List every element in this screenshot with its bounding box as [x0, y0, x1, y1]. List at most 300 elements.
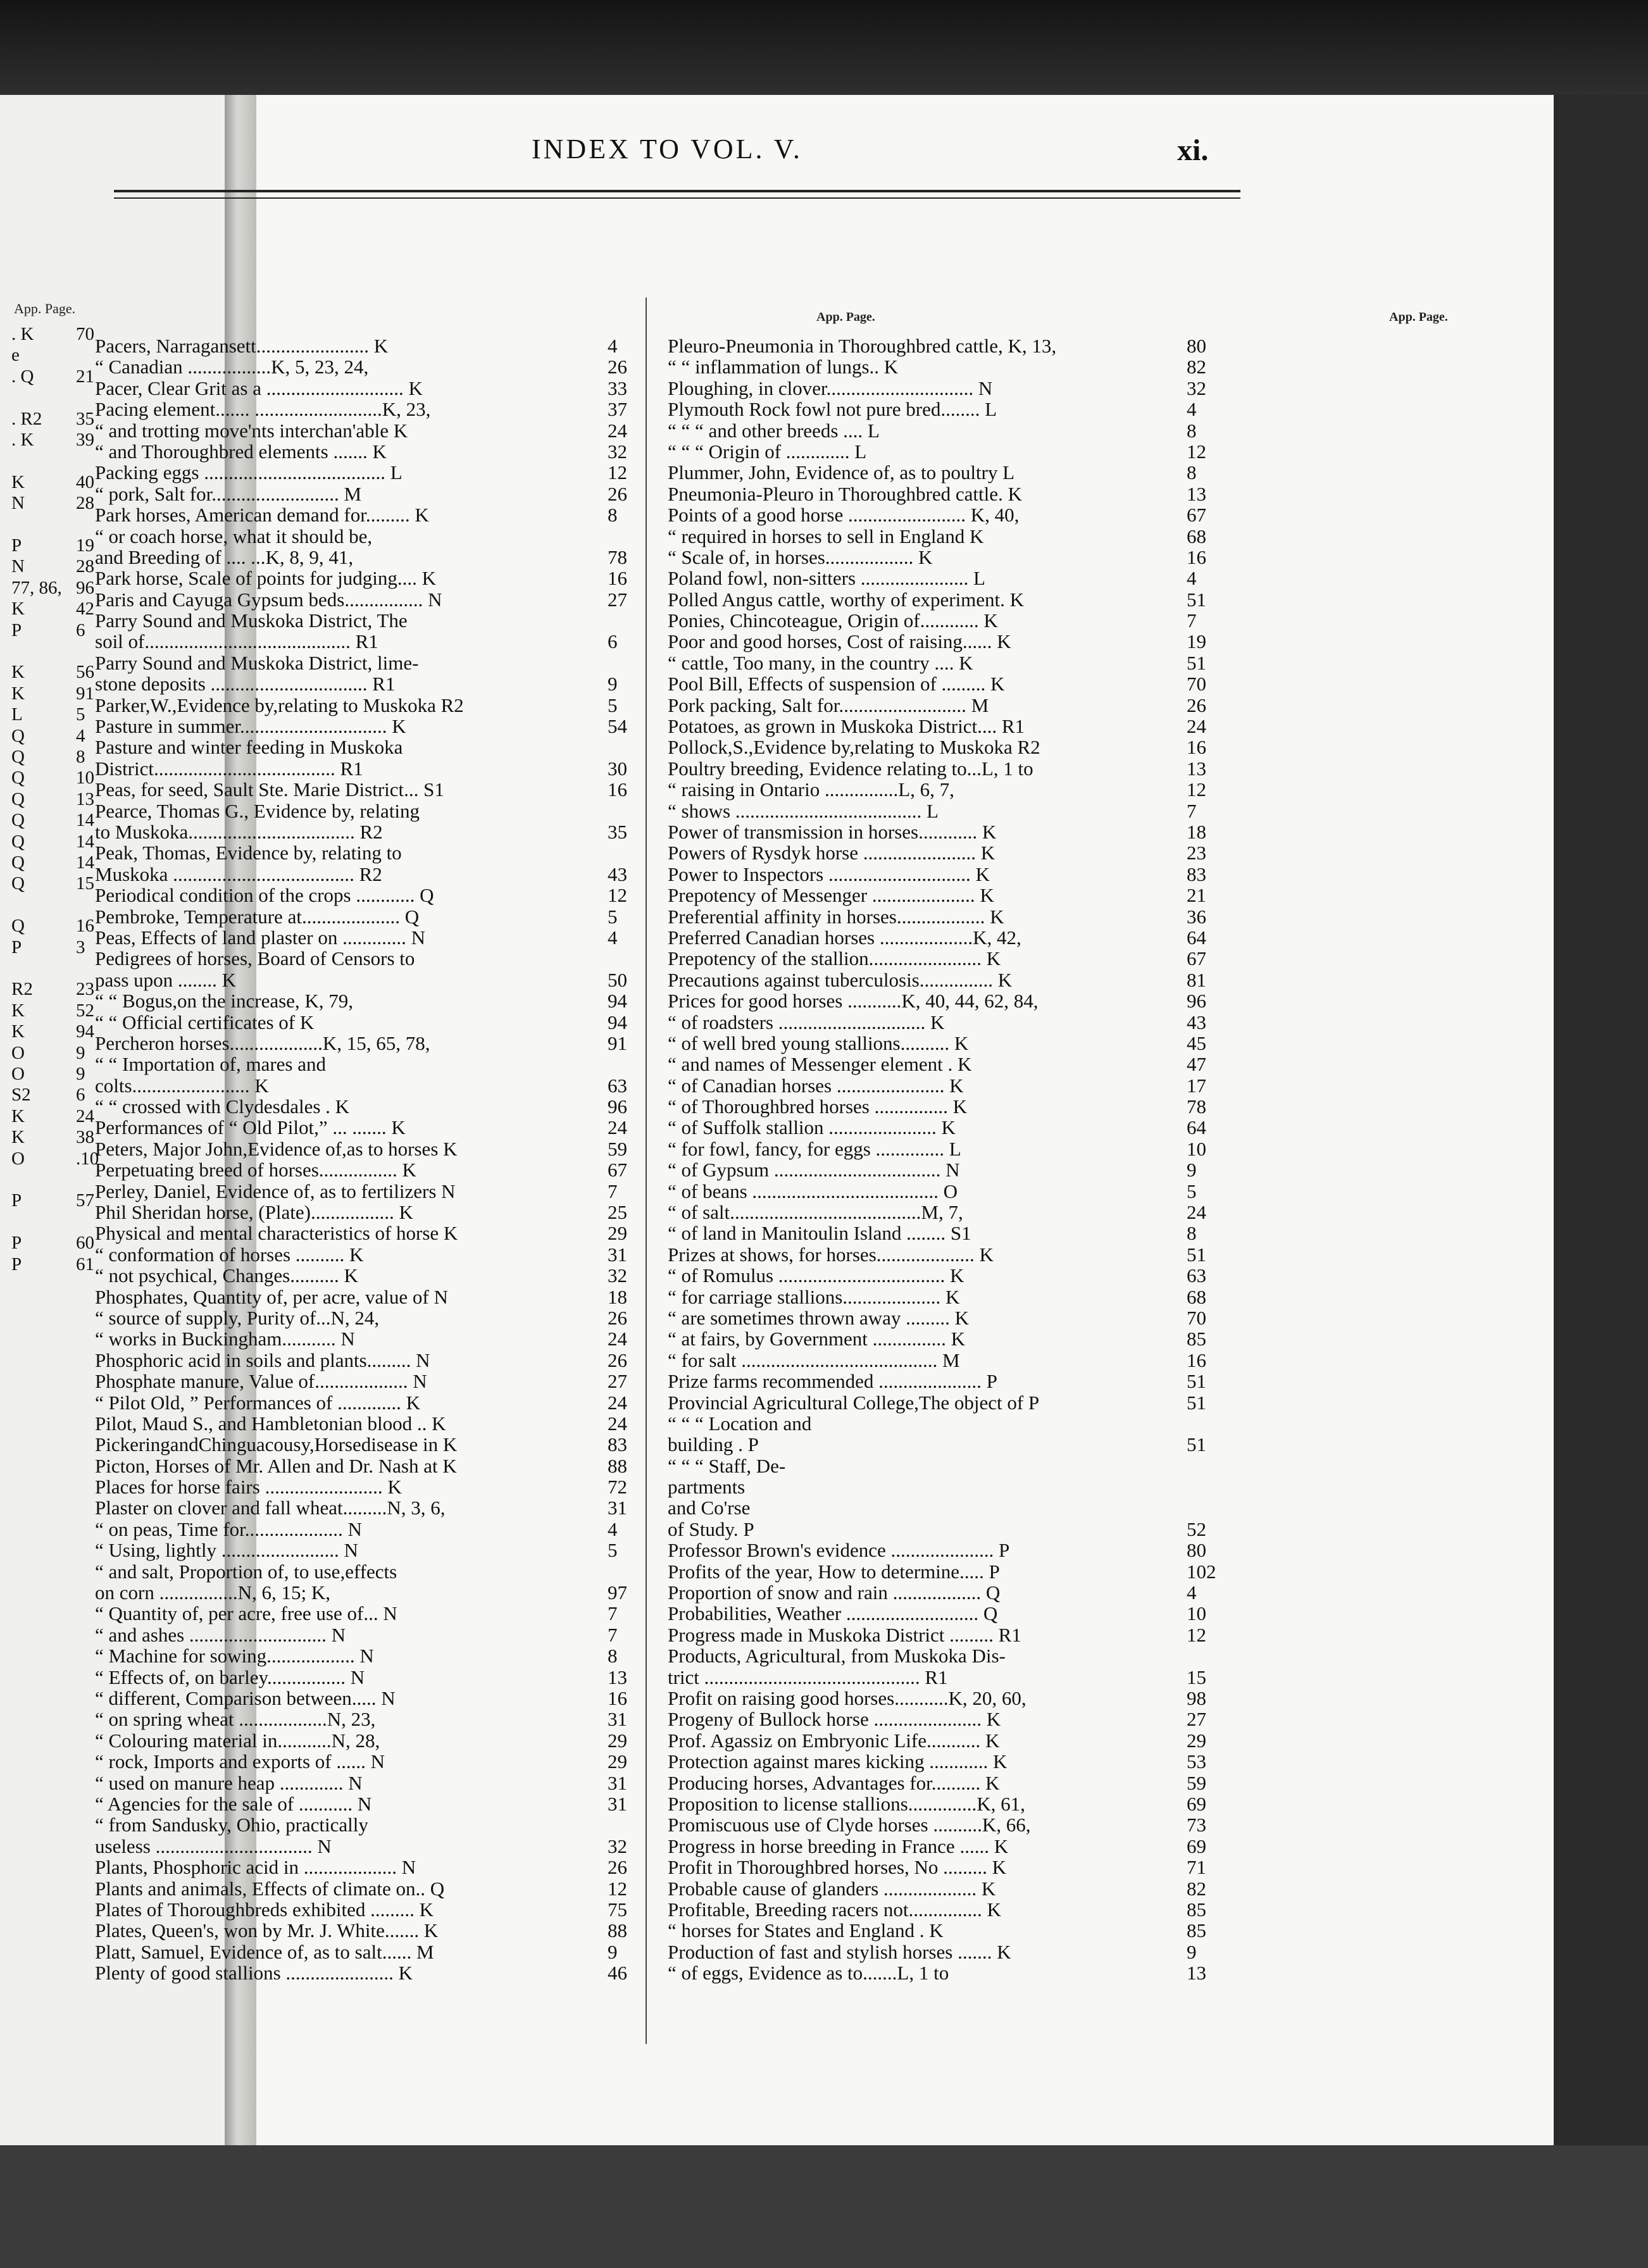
index-entry — [668, 673, 1212, 694]
left-fragment-page: 61 — [76, 1254, 94, 1274]
index-entry-page: 7 — [1187, 609, 1197, 632]
index-entry-page: 31 — [608, 1792, 627, 1815]
index-entry — [95, 990, 639, 1011]
left-fragment-page: 21 — [76, 366, 94, 387]
index-entry — [95, 885, 639, 906]
index-entry — [95, 441, 639, 462]
index-entry-page: 8 — [608, 1645, 618, 1667]
left-fragment-page: 28 — [76, 493, 94, 514]
left-fragment-app: K — [11, 1127, 25, 1148]
index-entry-text: useless ................................ N — [95, 1835, 332, 1857]
left-fragment-app: Q — [11, 768, 25, 788]
index-entry-text: “ conformation of horses .......... K — [95, 1243, 364, 1266]
index-entry — [95, 1603, 639, 1624]
index-entry — [95, 1117, 639, 1138]
left-fragment-app: K — [11, 599, 25, 620]
index-entry-page: 45 — [1187, 1031, 1206, 1054]
index-entry — [668, 1117, 1212, 1138]
index-entry-page: 82 — [1187, 1877, 1206, 1900]
index-entry-text: Park horses, American demand for......... K — [95, 504, 429, 526]
index-entry-page: 78 — [1187, 1095, 1206, 1118]
index-entry-page: 43 — [1187, 1011, 1206, 1033]
index-entry-page: 18 — [1187, 820, 1206, 843]
index-entry-page: 9 — [608, 1940, 618, 1963]
index-entry-text: Physical and mental characteristics of horse K — [95, 1222, 458, 1245]
index-entry-text: Prize farms recommended ..................... P — [668, 1370, 997, 1393]
index-entry-page: 12 — [1187, 1623, 1206, 1646]
left-fragment-page: 56 — [76, 662, 94, 683]
index-entry-text: Plaster on clover and fall wheat.........N, 3, 6, — [95, 1497, 446, 1519]
index-entry-text: Places for horse fairs ........................ K — [95, 1476, 402, 1498]
index-entry-page: 7 — [1187, 799, 1197, 822]
index-entry-text: Plymouth Rock fowl not pure bred........ L — [668, 398, 997, 421]
index-entry-page: 16 — [608, 567, 627, 590]
index-entry-text: “ “ Importation of, mares and — [95, 1053, 326, 1076]
index-entry-page: 80 — [1187, 1539, 1206, 1562]
index-entry-text: “ “ inflammation of lungs.. K — [668, 356, 899, 378]
index-entry — [95, 779, 639, 800]
index-entry-text: Power to Inspectors ............................. K — [668, 863, 990, 885]
index-entry-text: “ “ Bogus,on the increase, K, 79, — [95, 990, 354, 1012]
index-entry — [95, 1307, 639, 1328]
index-entry — [95, 1392, 639, 1413]
index-entry — [95, 758, 639, 779]
index-entry-text: “ “ Official certificates of K — [95, 1011, 315, 1033]
index-entry-text: stone deposits ................................ R1 — [95, 673, 396, 695]
index-entry — [668, 1497, 1212, 1518]
index-entry — [95, 378, 639, 399]
index-entry-text: “ of roadsters .............................. K — [668, 1011, 945, 1033]
index-entry-page: 29 — [1187, 1729, 1206, 1752]
index-entry-page: 26 — [608, 1349, 627, 1371]
index-entry-text: Prizes at shows, for horses.................... K — [668, 1243, 994, 1266]
index-entry-text: “ of salt.......................................M, 7, — [668, 1201, 963, 1224]
index-entry-text: Professor Brown's evidence ..................... P — [668, 1539, 1010, 1562]
index-entry-page: 16 — [1187, 1349, 1206, 1371]
index-entry — [668, 1540, 1212, 1561]
index-entry — [95, 1350, 639, 1371]
index-entry — [668, 1476, 1212, 1497]
index-entry-text: “ Using, lightly ........................ N — [95, 1539, 358, 1562]
index-entry-page: 98 — [1187, 1687, 1206, 1709]
index-entry-text: “ “ crossed with Clydesdales . K — [95, 1095, 350, 1118]
index-entry-text: to Muskoka.................................. R2 — [95, 820, 383, 843]
index-entry — [95, 864, 639, 885]
index-entry-page: 51 — [1187, 1433, 1206, 1456]
index-entry-page: 51 — [1187, 1370, 1206, 1393]
index-entry-page: 13 — [1187, 482, 1206, 505]
left-fragment-page: 70 — [76, 324, 94, 344]
left-column-header: App. Page. — [816, 310, 875, 324]
left-fragment-page: 39 — [76, 430, 94, 450]
index-entry-text: Pearce, Thomas G., Evidence by, relating — [95, 799, 420, 822]
index-entry-text: Progeny of Bullock horse ...................... K — [668, 1708, 1001, 1731]
index-entry — [95, 1328, 639, 1349]
index-entry-page: 5 — [1187, 1180, 1197, 1202]
index-entry — [668, 1244, 1212, 1265]
index-entry-text: Periodical condition of the crops ............ Q — [95, 884, 434, 907]
index-entry-page: 17 — [1187, 1074, 1206, 1097]
index-entry-page: 37 — [608, 398, 627, 421]
index-entry-page: 16 — [1187, 736, 1206, 759]
index-entry-page: 18 — [608, 1285, 627, 1308]
index-entry-text: of Study. P — [668, 1517, 754, 1540]
index-entry — [668, 1624, 1212, 1645]
index-entry — [668, 1413, 1212, 1434]
index-entry-page: 97 — [608, 1581, 627, 1604]
index-entry — [95, 673, 639, 694]
index-entry-text: “ different, Comparison between..... N — [95, 1687, 396, 1709]
index-entry — [668, 990, 1212, 1011]
index-entry — [95, 906, 639, 927]
left-fragment-app: K — [11, 1000, 25, 1021]
index-entry-text: Prices for good horses ...........K, 40, 44, 62, 84, — [668, 990, 1039, 1012]
index-entry-text: “ pork, Salt for.......................... M — [95, 482, 362, 505]
index-entry-text: “ of Suffolk stallion ...................... K — [668, 1116, 956, 1139]
index-entry-text: “ on peas, Time for.................... N — [95, 1517, 362, 1540]
left-fragment-page: 14 — [76, 810, 94, 831]
index-entry-page: 4 — [608, 335, 618, 357]
left-fragment-app: Q — [11, 873, 25, 894]
index-entry-page: 75 — [608, 1898, 627, 1921]
index-entry-text: “ Quantity of, per acre, free use of... N — [95, 1602, 397, 1625]
index-entry-page: 8 — [1187, 419, 1197, 442]
index-entry — [95, 1899, 639, 1920]
index-entry-text: “ Colouring material in...........N, 28, — [95, 1729, 380, 1752]
index-entry — [95, 399, 639, 420]
index-entry-text: Prof. Agassiz on Embryonic Life........... K — [668, 1729, 1000, 1752]
index-entry — [668, 1287, 1212, 1307]
index-entry-text: Parker,W.,Evidence by,relating to Muskoka R2 — [95, 694, 464, 716]
index-entry-text: Pacers, Narragansett....................... K — [95, 335, 389, 357]
index-entry — [668, 462, 1212, 483]
index-entry-text: “ Pilot Old, ” Performances of ............. K — [95, 1391, 420, 1414]
index-entry — [668, 610, 1212, 631]
left-fragment-app: . K — [11, 430, 34, 450]
index-entry-text: Picton, Horses of Mr. Allen and Dr. Nash at K — [95, 1454, 457, 1477]
index-entry-text: “ Canadian .................K, 5, 23, 24, — [95, 356, 369, 378]
index-entry-page: 32 — [608, 440, 627, 463]
index-entry — [668, 779, 1212, 800]
index-entry-text: Pacer, Clear Grit as a ............................ K — [95, 377, 423, 399]
index-entry — [95, 589, 639, 610]
index-entry — [668, 441, 1212, 462]
index-entry — [95, 1287, 639, 1307]
index-entry-text: Perpetuating breed of horses................ K — [95, 1159, 416, 1181]
index-entry-text: “ works in Buckingham........... N — [95, 1328, 355, 1350]
index-entry — [668, 821, 1212, 842]
index-entry-page: 81 — [1187, 968, 1206, 991]
index-entry-text: “ of eggs, Evidence as to.......L, 1 to — [668, 1962, 949, 1984]
index-entry — [95, 526, 639, 547]
index-entry — [95, 1138, 639, 1159]
left-fragment-app: Q — [11, 852, 25, 873]
index-entry-text: Production of fast and stylish horses ....... K — [668, 1940, 1011, 1963]
index-entry-page: 26 — [1187, 694, 1206, 716]
index-entry-text: “ Machine for sowing.................. N — [95, 1645, 374, 1667]
index-entry — [668, 1328, 1212, 1349]
index-entry-text: “ “ “ Origin of ............. L — [668, 440, 867, 463]
index-entry-page: 16 — [608, 1687, 627, 1709]
left-fragment-page: 52 — [76, 1000, 94, 1021]
index-entry-text: “ and trotting move'nts interchan'able K — [95, 419, 408, 442]
index-entry — [95, 547, 639, 568]
index-entry — [95, 1434, 639, 1455]
index-entry-text: Precautions against tuberculosis............... K — [668, 968, 1013, 991]
page-title: INDEX TO VOL. V. — [532, 134, 802, 165]
index-entry-text: “ raising in Ontario ...............L, 6, 7, — [668, 778, 954, 801]
index-entry-text: “ Agencies for the sale of ........... N — [95, 1792, 372, 1815]
index-entry — [95, 801, 639, 821]
index-entry-text: Platt, Samuel, Evidence of, as to salt...... M — [95, 1940, 434, 1963]
index-entry-page: 5 — [608, 694, 618, 716]
index-entry-page: 30 — [608, 757, 627, 780]
index-entry-text: Packing eggs ..................................... L — [95, 461, 403, 484]
left-fragment-page: 9 — [76, 1042, 85, 1063]
index-entry-text: “ not psychical, Changes.......... K — [95, 1264, 358, 1287]
index-entry — [668, 483, 1212, 504]
index-entry — [668, 885, 1212, 906]
index-entry-page: 10 — [1187, 1602, 1206, 1625]
index-entry — [668, 1455, 1212, 1476]
index-column-right — [668, 335, 1216, 1984]
index-entry-text: Prepotency of the stallion....................... K — [668, 947, 1001, 970]
index-entry-text: “ and ashes ............................ N — [95, 1623, 346, 1646]
index-entry-text: “ of Gypsum .................................. N — [668, 1159, 960, 1181]
left-fragment-page: 14 — [76, 831, 94, 852]
index-entry-page: 5 — [608, 905, 618, 928]
index-entry — [668, 1582, 1212, 1603]
index-entry — [95, 716, 639, 737]
index-entry-page: 63 — [608, 1074, 627, 1097]
index-entry — [668, 1793, 1212, 1814]
index-entry-page: 21 — [1187, 884, 1206, 907]
index-entry-text: Park horse, Scale of points for judging.... K — [95, 567, 436, 590]
index-entry — [95, 1645, 639, 1666]
index-entry — [668, 526, 1212, 547]
index-entry — [668, 1878, 1212, 1899]
left-fragment-page: 57 — [76, 1190, 94, 1211]
index-entry — [95, 1075, 639, 1096]
left-fragment-app: O — [11, 1148, 25, 1169]
index-entry-page: 32 — [608, 1264, 627, 1287]
index-entry-page: 29 — [608, 1729, 627, 1752]
left-fragment-app: O — [11, 1042, 25, 1063]
index-entry-page: 26 — [608, 482, 627, 505]
index-entry-page: 12 — [608, 884, 627, 907]
index-entry-text: colts........................ K — [95, 1074, 269, 1097]
index-entry — [95, 1159, 639, 1180]
index-entry-page: 96 — [1187, 990, 1206, 1012]
index-entry-page: 19 — [1187, 630, 1206, 653]
index-entry-page: 43 — [608, 863, 627, 885]
index-entry-text: “ Effects of, on barley................ N — [95, 1666, 365, 1688]
scan-top-border — [0, 0, 1648, 95]
left-fragment-app: e — [11, 345, 20, 366]
left-fragment-page: 42 — [76, 599, 94, 620]
index-entry-text: Poor and good horses, Cost of raising...... K — [668, 630, 1011, 653]
index-entry — [95, 1561, 639, 1582]
left-fragment-app: O — [11, 1064, 25, 1084]
index-entry-text: Pilot, Maud S., and Hambletonian blood .. K — [95, 1412, 446, 1435]
left-fragment-page: 96 — [76, 577, 94, 598]
index-entry-page: 7 — [608, 1602, 618, 1625]
left-fragment-page: .10 — [76, 1148, 99, 1169]
index-entry — [668, 1202, 1212, 1223]
index-entry-page: 51 — [1187, 1391, 1206, 1414]
index-entry-text: “ of Thoroughbred horses ............... K — [668, 1095, 967, 1118]
index-entry — [95, 1878, 639, 1899]
index-entry-text: Promiscuous use of Clyde horses ..........K, 66, — [668, 1814, 1031, 1836]
index-entry — [668, 969, 1212, 990]
left-fragment-app: P — [11, 1254, 22, 1274]
index-entry-page: 24 — [608, 1412, 627, 1435]
index-entry — [668, 1307, 1212, 1328]
index-entry-text: “ “ “ and other breeds .... L — [668, 419, 880, 442]
index-entry-page: 88 — [608, 1919, 627, 1942]
index-entry-page: 7 — [608, 1180, 618, 1202]
index-entry — [668, 1857, 1212, 1878]
index-entry-page: 32 — [1187, 377, 1206, 399]
index-entry — [668, 1560, 1216, 1583]
index-entry — [668, 1138, 1212, 1159]
index-entry-text: Preferential affinity in horses.................. K — [668, 905, 1004, 928]
index-entry — [95, 1962, 639, 1983]
index-entry-text: “ of Romulus .................................. K — [668, 1264, 964, 1287]
left-fragment-page: 60 — [76, 1233, 94, 1254]
index-entry-page: 26 — [608, 1856, 627, 1879]
index-entry-text: Percheron horses...................K, 15, 65, 78, — [95, 1031, 430, 1054]
index-entry — [95, 1202, 639, 1223]
left-fragment-app: Q — [11, 831, 25, 852]
index-entry-text: Plenty of good stallions ...................... K — [95, 1962, 413, 1984]
index-entry-text: Pleuro-Pneumonia in Thoroughbred cattle, K, 13, — [668, 335, 1057, 357]
index-entry — [668, 1223, 1212, 1243]
index-entry — [95, 969, 639, 990]
left-fragment-app: P — [11, 620, 22, 640]
index-entry-page: 67 — [608, 1159, 627, 1181]
index-entry — [668, 1645, 1212, 1666]
index-entry-page: 85 — [1187, 1919, 1206, 1942]
index-entry — [668, 547, 1212, 568]
index-entry — [668, 1814, 1212, 1835]
index-entry-text: Ploughing, in clover.............................. N — [668, 377, 993, 399]
index-entry-page: 36 — [1187, 905, 1206, 928]
index-entry-page: 96 — [608, 1095, 627, 1118]
index-entry-text: Performances of “ Old Pilot,” ... ....... K — [95, 1116, 406, 1139]
index-entry-page: 78 — [608, 545, 627, 568]
index-entry — [95, 737, 639, 757]
index-entry-page: 54 — [608, 715, 627, 738]
left-fragment-page: 5 — [76, 704, 85, 725]
index-entry-page: 53 — [1187, 1750, 1206, 1773]
index-entry — [95, 1371, 639, 1392]
index-entry-text: Pedigrees of horses, Board of Censors to — [95, 947, 415, 970]
index-entry-text: “ source of supply, Purity of...N, 24, — [95, 1306, 380, 1329]
index-entry-page: 12 — [608, 1877, 627, 1900]
index-entry-text: Progress in horse breeding in France ...... K — [668, 1835, 1009, 1857]
index-entry-text: “ of well bred young stallions.......... K — [668, 1031, 969, 1054]
index-entry — [668, 399, 1212, 420]
index-entry — [95, 1497, 639, 1518]
index-entry-page: 31 — [608, 1708, 627, 1731]
index-entry — [95, 462, 639, 483]
index-entry — [668, 1920, 1212, 1941]
index-entry — [668, 864, 1212, 885]
left-fragment-page: 13 — [76, 788, 94, 809]
header-rule-thin — [114, 197, 1240, 199]
index-entry — [95, 695, 639, 716]
left-fragment-page: 40 — [76, 471, 94, 492]
index-entry-text: and Breeding of .... ...K, 8, 9, 41, — [95, 545, 354, 568]
index-entry — [668, 420, 1212, 441]
index-entry — [95, 610, 639, 631]
index-entry-text: Paris and Cayuga Gypsum beds................ N — [95, 588, 442, 611]
index-entry — [668, 1159, 1212, 1180]
index-entry-text: PickeringandChinguacousy,Horsedisease in K — [95, 1433, 458, 1456]
index-entry-page: 59 — [608, 1137, 627, 1160]
index-entry — [668, 504, 1212, 525]
index-entry-page: 16 — [608, 778, 627, 801]
left-fragment-page: 6 — [76, 1085, 85, 1106]
index-entry-text: Poultry breeding, Evidence relating to...L, 1 to — [668, 757, 1033, 780]
index-entry-text: “ and names of Messenger element . K — [668, 1053, 972, 1076]
index-entry-text: “ for carriage stallions.................... K — [668, 1285, 960, 1308]
index-entry-text: Pasture and winter feeding in Muskoka — [95, 736, 403, 759]
left-fragment-page: 8 — [76, 747, 85, 767]
left-fragment-page: 35 — [76, 408, 94, 429]
left-fragment-page: 94 — [76, 1021, 94, 1042]
index-entry-page: 51 — [1187, 1243, 1206, 1266]
index-column-left — [95, 335, 639, 1983]
index-entry-page: 12 — [1187, 440, 1206, 463]
index-entry-page: 94 — [608, 990, 627, 1012]
index-entry-page: 27 — [1187, 1708, 1206, 1731]
header-rule — [114, 190, 1240, 192]
index-entry-page: 4 — [1187, 398, 1197, 421]
left-fragment-page: 3 — [76, 937, 85, 957]
index-entry-text: Pork packing, Salt for.......................... M — [668, 694, 989, 716]
index-entry-text: Pasture in summer.............................. K — [95, 715, 406, 738]
left-fragment-app: N — [11, 493, 25, 514]
index-entry-text: “ of beans ...................................... O — [668, 1180, 958, 1202]
index-entry — [95, 504, 639, 525]
left-fragment-page: 24 — [76, 1106, 94, 1126]
index-entry-page: 13 — [608, 1666, 627, 1688]
index-entry-text: pass upon ........ K — [95, 968, 237, 991]
left-fragment-app: P — [11, 937, 22, 957]
index-entry-page: 26 — [608, 1306, 627, 1329]
index-entry-text: “ on spring wheat ..................N, 23, — [95, 1708, 376, 1731]
left-fragment-page: 19 — [76, 535, 94, 556]
index-entry-page: 16 — [1187, 545, 1206, 568]
left-fragment-app: K — [11, 471, 25, 492]
index-entry-page: 68 — [1187, 1285, 1206, 1308]
index-entry-page: 83 — [608, 1433, 627, 1456]
left-fragment-app: P — [11, 1190, 22, 1211]
index-entry-text: Plants and animals, Effects of climate on.. Q — [95, 1877, 445, 1900]
index-entry-text: Phosphates, Quantity of, per acre, value of N — [95, 1285, 448, 1308]
index-entry-page: 12 — [608, 461, 627, 484]
index-entry-page: 85 — [1187, 1898, 1206, 1921]
index-entry — [668, 335, 1212, 356]
index-entry — [95, 821, 639, 842]
index-entry — [668, 589, 1212, 610]
index-entry-page: 5 — [608, 1539, 618, 1562]
index-entry-text: Ponies, Chincoteague, Origin of............ K — [668, 609, 998, 632]
index-entry-page: 26 — [608, 356, 627, 378]
left-fragment-app: R2 — [11, 979, 33, 1000]
